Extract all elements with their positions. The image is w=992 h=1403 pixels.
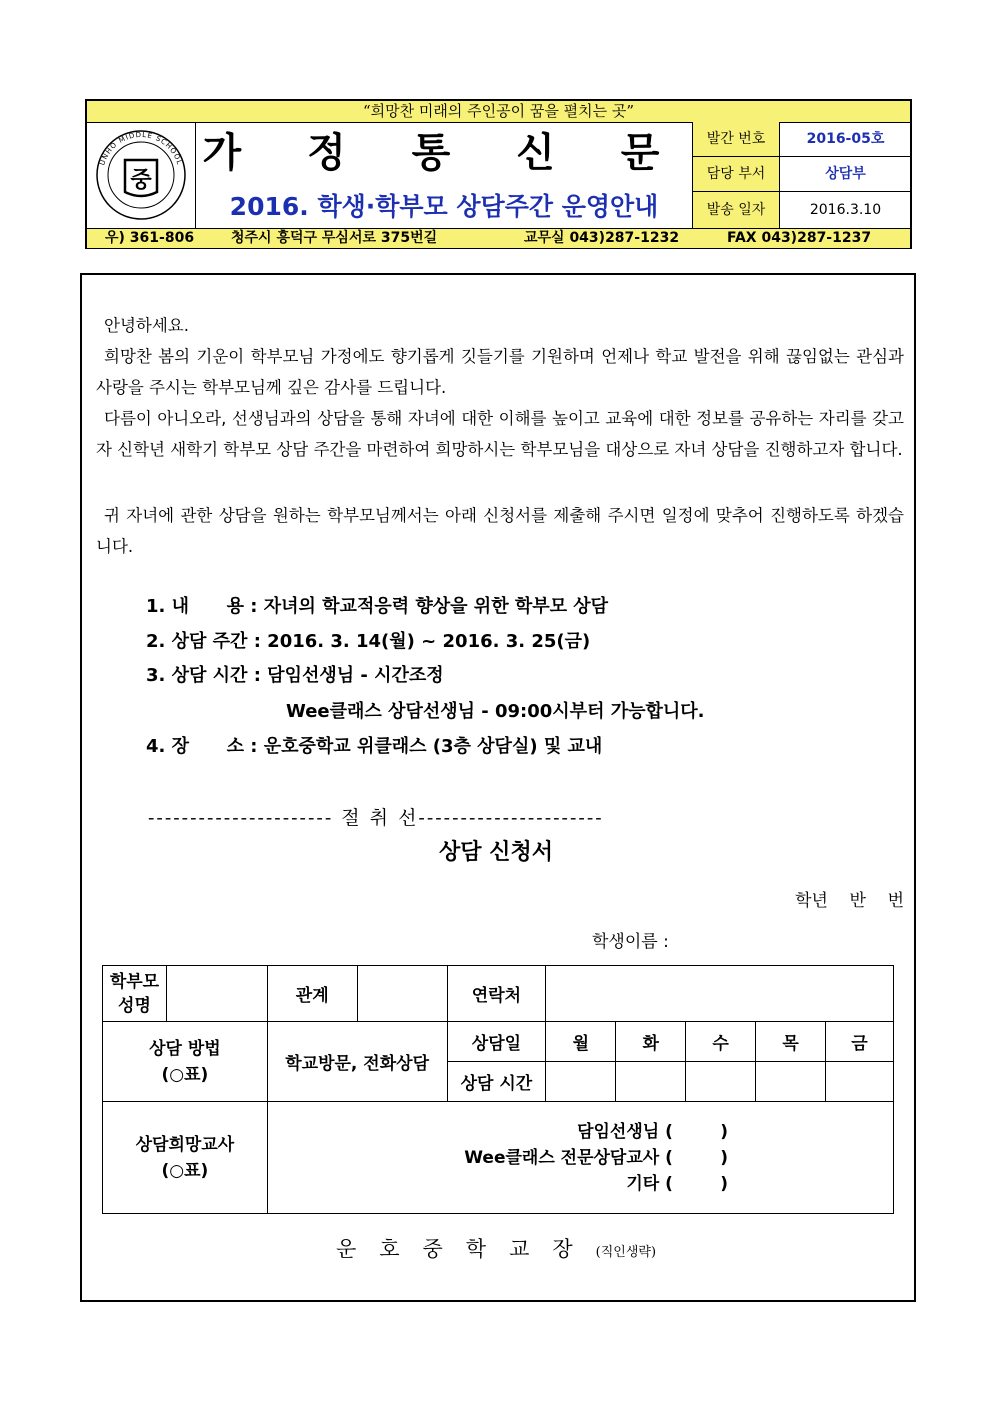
item-content: 1. 내 용 : 자녀의 학교적응력 향상을 위한 학부모 상담 (146, 596, 609, 617)
time-thu-field[interactable] (756, 1062, 826, 1102)
day-tue[interactable]: 화 (616, 1022, 686, 1062)
paragraph-1: 희망찬 봄의 기운이 학부모님 가정에도 향기롭게 깃들기를 기원하며 언제나 학교 발전을 위해 끊임없는 관심과 사랑을 주시는 학부모님께 깊은 감사를 드립니다. (96, 347, 904, 397)
day-label: 상담일 (447, 1022, 546, 1062)
day-mon[interactable]: 월 (546, 1022, 616, 1062)
item-time-wee: Wee클래스 상담선생님 - 09:00시부터 가능합니다. (286, 701, 705, 722)
grade-class-number: 학년 반 번 (795, 891, 904, 911)
relation-field[interactable] (357, 966, 447, 1022)
teacher-option-wee[interactable]: Wee클래스 전문상담교사 ( ) (464, 1147, 728, 1168)
time-tue-field[interactable] (616, 1062, 686, 1102)
teacher-option-other[interactable]: 기타 ( ) (626, 1173, 728, 1194)
time-label: 상담 시간 (447, 1062, 546, 1102)
item-place: 4. 장 소 : 운호중학교 위클래스 (3층 상담실) 및 교내 (146, 736, 603, 757)
office-phone: 교무실 043)287-1232 (524, 230, 680, 246)
svg-text:UNHO MIDDLE SCHOOL: UNHO MIDDLE SCHOOL (98, 130, 184, 167)
meta-row-issue-number: 발간 번호 2016-05호 (693, 122, 911, 157)
fax-number: FAX 043)287-1237 (727, 230, 872, 246)
postal-code: 우) 361-806 (105, 230, 195, 246)
meta-row-department: 담당 부서 상담부 (693, 157, 911, 192)
item-period: 2. 상담 주간 : 2016. 3. 14(월) ~ 2016. 3. 25(금) (146, 631, 591, 652)
school-slogan: “희망찬 미래의 주인공이 꿈을 펼치는 곳” (87, 101, 910, 123)
svg-text:중: 중 (130, 168, 152, 193)
seal-note: (직인생략) (595, 1245, 657, 1260)
table-row (103, 966, 894, 1022)
item-time: 3. 상담 시간 : 담임선생님 - 시간조정 (146, 665, 444, 686)
street-address: 청주시 흥덕구 무심서로 375번길 (231, 230, 438, 246)
parent-name-label: 학부모 성명 (103, 966, 167, 1022)
meta-row-send-date: 발송 일자 2016.3.10 (693, 192, 911, 228)
greeting: 안녕하세요. (104, 316, 189, 335)
time-fri-field[interactable] (825, 1062, 893, 1102)
teacher-option-homeroom[interactable]: 담임선생님 ( ) (577, 1121, 728, 1142)
contact-field[interactable] (546, 966, 894, 1022)
address-bar (87, 228, 910, 248)
issue-meta (692, 122, 911, 228)
relation-label: 관계 (267, 966, 357, 1022)
table-row (103, 1102, 894, 1214)
method-value: 학교방문, 전화상담 (267, 1022, 447, 1102)
application-form-table (102, 965, 894, 1214)
day-thu[interactable]: 목 (756, 1022, 826, 1062)
page-subtitle: 2016. 학생·학부모 상담주간 운영안내 (229, 192, 659, 221)
parent-name-field[interactable] (166, 966, 267, 1022)
cut-line: ---------------------- 절 취 선---------------------- (148, 807, 604, 829)
paragraph-2: 다름이 아니오라, 선생님과의 상담을 통해 자녀에 대한 이해를 높이고 교육에 대한 정보를 공유하는 자리를 갖고자 신학년 새학기 학부모 상담 주간을 마련하여 희망하시는 학부모님을 대상으로 자녀 상담을 진행하고자 합니다. (96, 409, 904, 459)
time-wed-field[interactable] (686, 1062, 756, 1102)
method-label: 상담 방법 (○표) (103, 1022, 268, 1102)
contact-label: 연락처 (447, 966, 546, 1022)
logo-cell (87, 122, 196, 228)
teacher-label: 상담희망교사 (○표) (103, 1102, 268, 1214)
time-mon-field[interactable] (546, 1062, 616, 1102)
page-title: 가 정 통 신 문 (202, 129, 686, 176)
principal-signature: 운호중학교장(직인생략) (335, 1237, 657, 1261)
paragraph-3: 귀 자녀에 관한 상담을 원하는 학부모님께서는 아래 신청서를 제출해 주시면 일정에 맞추어 진행하도록 하겠습니다. (96, 506, 904, 556)
day-fri[interactable]: 금 (825, 1022, 893, 1062)
day-wed[interactable]: 수 (686, 1022, 756, 1062)
student-name-label: 학생이름 : (592, 932, 669, 952)
form-title: 상담 신청서 (439, 840, 553, 865)
teacher-options[interactable] (267, 1102, 893, 1214)
table-row (103, 1022, 894, 1062)
school-logo-icon (87, 122, 195, 228)
